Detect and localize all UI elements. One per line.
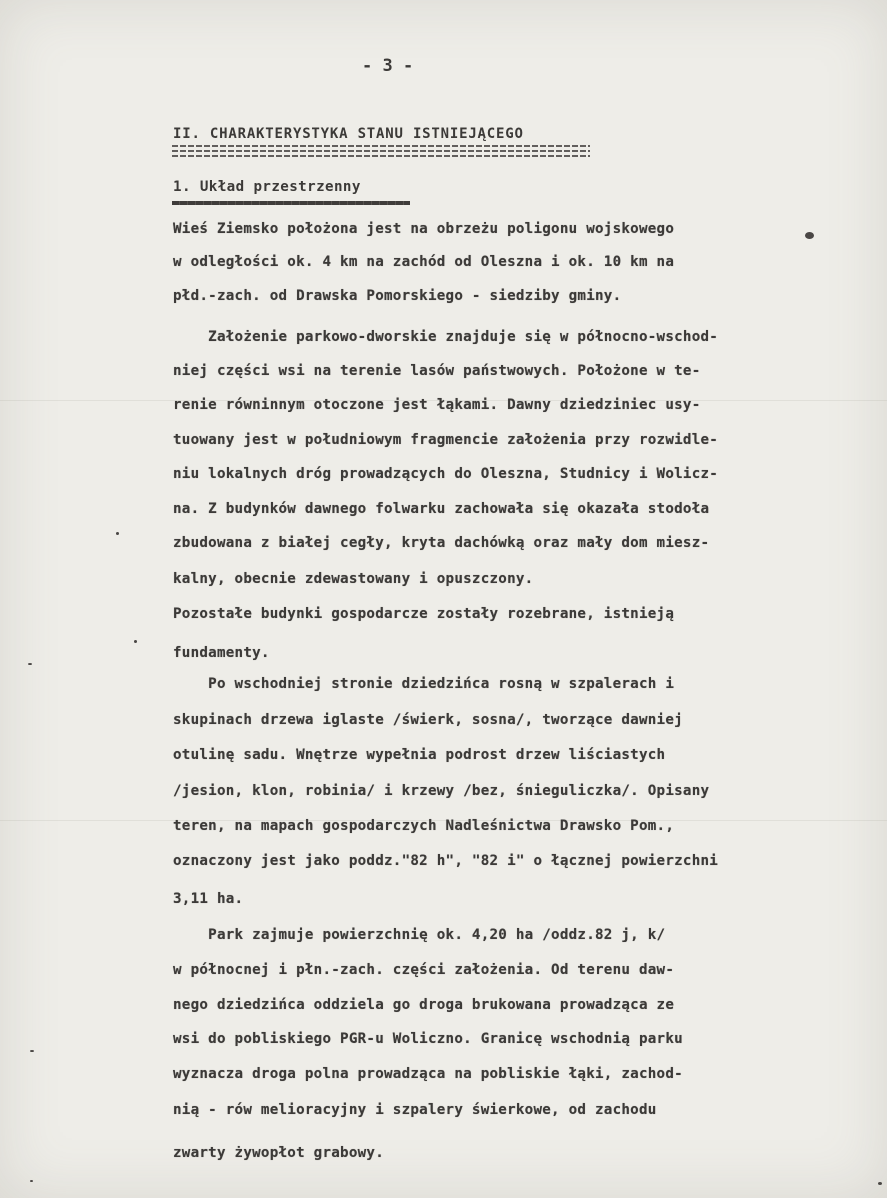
body-line: Park zajmuje powierzchnię ok. 4,20 ha /oddz.82 j, k/	[173, 927, 666, 943]
body-line: /jesion, klon, robinia/ i krzewy /bez, śnieguliczka/. Opisany	[173, 783, 710, 799]
body-line: skupinach drzewa iglaste /świerk, sosna/, tworzące dawniej	[173, 712, 683, 728]
subsection-heading: 1. Układ przestrzenny	[173, 179, 361, 195]
body-line: na. Z budynków dawnego folwarku zachowała się okazała stodoła	[173, 501, 710, 517]
ink-speck	[30, 1180, 33, 1182]
body-line: oznaczony jest jako poddz."82 h", "82 i" o łącznej powierzchni	[173, 853, 719, 869]
body-line: Pozostałe budynki gospodarcze zostały rozebrane, istnieją	[173, 606, 675, 622]
body-line: w północnej i płn.-zach. części założenia. Od terenu daw-	[173, 962, 675, 978]
ink-speck	[805, 232, 814, 239]
body-line: 3,11 ha.	[173, 891, 244, 907]
body-line: niu lokalnych dróg prowadzących do Oleszna, Studnicy i Wolicz-	[173, 466, 719, 482]
body-line: w odległości ok. 4 km na zachód od Oleszna i ok. 10 km na	[173, 254, 675, 270]
body-line: niej części wsi na terenie lasów państwowych. Położone w te-	[173, 363, 701, 379]
body-line: renie równinnym otoczone jest łąkami. Dawny dziedziniec usy-	[173, 397, 701, 413]
body-line: Po wschodniej stronie dziedzińca rosną w szpalerach i	[173, 676, 675, 692]
body-line: nią - rów melioracyjny i szpalery świerkowe, od zachodu	[173, 1102, 657, 1118]
body-line: płd.-zach. od Drawska Pomorskiego - siedziby gminy.	[173, 288, 622, 304]
ink-speck	[134, 640, 137, 643]
body-line: tuowany jest w południowym fragmencie założenia przy rozwidle-	[173, 432, 719, 448]
body-line: Wieś Ziemsko położona jest na obrzeżu poligonu wojskowego	[173, 221, 675, 237]
section-heading: II. CHARAKTERYSTYKA STANU ISTNIEJĄCEGO	[173, 126, 524, 142]
ink-speck	[28, 663, 32, 665]
body-line: otulinę sadu. Wnętrze wypełnia podrost drzew liściastych	[173, 747, 666, 763]
ink-speck	[30, 1050, 34, 1052]
body-line: teren, na mapach gospodarczych Nadleśnictwa Drawsko Pom.,	[173, 818, 675, 834]
body-line: zbudowana z białej cegły, kryta dachówką oraz mały dom miesz-	[173, 535, 710, 551]
body-line: Założenie parkowo-dworskie znajduje się w północno-wschod-	[173, 329, 719, 345]
ink-speck	[878, 1182, 882, 1185]
ink-speck	[116, 532, 119, 535]
body-line: kalny, obecnie zdewastowany i opuszczony.	[173, 571, 534, 587]
body-line: nego dziedzińca oddziela go droga brukowana prowadząca ze	[173, 997, 675, 1013]
page-number: - 3 -	[362, 56, 414, 76]
section-heading-underline	[172, 145, 590, 157]
body-line: wyznacza droga polna prowadząca na pobliskie łąki, zachod-	[173, 1066, 683, 1082]
body-line: wsi do pobliskiego PGR-u Woliczno. Granicę wschodnią parku	[173, 1031, 683, 1047]
body-line: fundamenty.	[173, 645, 270, 661]
subsection-heading-underline	[172, 201, 410, 205]
body-line: zwarty żywopłot grabowy.	[173, 1145, 384, 1161]
